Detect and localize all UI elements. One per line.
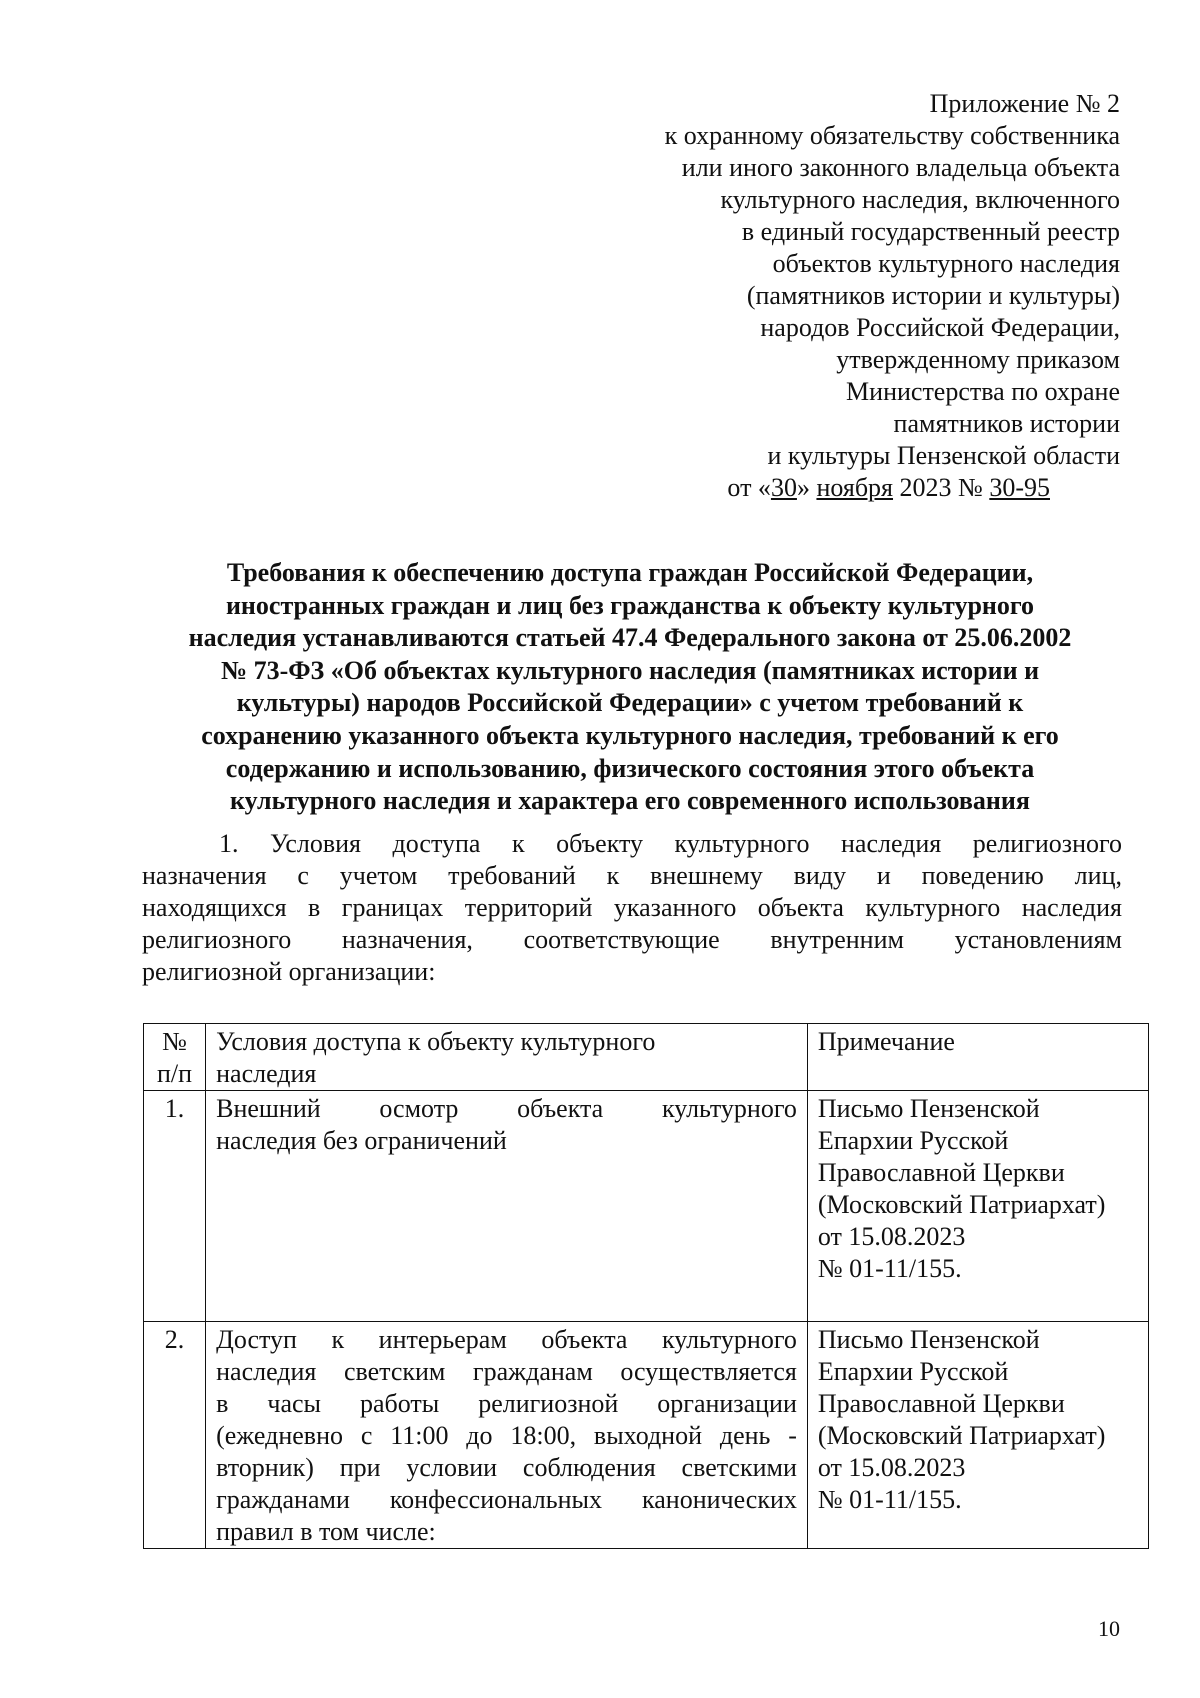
date-month: ноября xyxy=(816,473,894,502)
note-line: № 01-11/155. xyxy=(817,1485,962,1514)
table-row xyxy=(144,1322,1149,1549)
table-header-row xyxy=(144,1024,1149,1091)
paragraph-line: религиозного назначения, соответствующие внутренним установлениям xyxy=(142,925,1122,954)
note-line: Письмо Пензенской xyxy=(817,1094,1040,1123)
conditions-line: правил в том числе: xyxy=(216,1517,436,1546)
heading-line: содержанию и использованию, физического состояния этого объекта xyxy=(225,753,1035,783)
date-year: 2023 № xyxy=(893,473,990,502)
heading-line: наследия устанавливаются статьей 47.4 Федерального закона от 25.06.2002 xyxy=(188,623,1072,653)
appendix-line: в единый государственный реестр xyxy=(741,217,1120,246)
appendix-line: народов Российской Федерации, xyxy=(760,313,1120,342)
date-day: 30 xyxy=(770,473,797,502)
conditions-line: наследия без ограничений xyxy=(216,1126,507,1155)
note-line: (Московский Патриархат) xyxy=(817,1190,1106,1219)
paragraph-1 xyxy=(142,828,1122,988)
appendix-line: памятников истории xyxy=(893,409,1120,438)
note-line: (Московский Патриархат) xyxy=(817,1421,1106,1450)
appendix-line: Министерства по охране xyxy=(846,377,1120,406)
row-num: 1. xyxy=(144,1091,206,1322)
conditions-line: гражданами конфессиональных канонических xyxy=(216,1485,797,1514)
note-line: Письмо Пензенской xyxy=(817,1325,1040,1354)
header-conditions-line: наследия xyxy=(216,1059,317,1088)
table-row xyxy=(144,1091,1149,1322)
appendix-line: к охранному обязательству собственника xyxy=(664,121,1120,150)
conditions-line: Доступ к интерьерам объекта культурного xyxy=(216,1325,797,1354)
order-number: 30-95 xyxy=(989,473,1050,502)
heading-line: сохранению указанного объекта культурного наследия, требований к его xyxy=(201,720,1059,750)
conditions-line: вторник) при условии соблюдения светскими xyxy=(216,1453,797,1482)
appendix-line: и культуры Пензенской области xyxy=(767,441,1120,470)
header-num-line: № xyxy=(162,1027,187,1056)
page-number: 10 xyxy=(1098,1616,1120,1641)
conditions-line: Внешний осмотр объекта культурного xyxy=(216,1094,797,1123)
date-mid: » xyxy=(796,473,817,502)
conditions-line: (ежедневно с 11:00 до 18:00, выходной день - xyxy=(216,1421,797,1450)
paragraph-line: назначения с учетом требований к внешнему виду и поведению лиц, xyxy=(142,861,1122,890)
note-line: № 01-11/155. xyxy=(817,1254,962,1283)
header-num-line: п/п xyxy=(157,1059,193,1088)
appendix-line: (памятников истории и культуры) xyxy=(746,281,1120,310)
paragraph-line: находящихся в границах территорий указанного объекта культурного наследия xyxy=(142,893,1122,922)
row-conditions xyxy=(206,1322,808,1549)
conditions-line: в часы работы религиозной организации xyxy=(216,1389,797,1418)
row-note xyxy=(807,1322,1148,1549)
note-line: от 15.08.2023 xyxy=(817,1222,966,1251)
note-line: Епархии Русской xyxy=(817,1357,1009,1386)
appendix-line: Приложение № 2 xyxy=(929,89,1120,118)
appendix-line: объектов культурного наследия xyxy=(772,249,1120,278)
row-num: 2. xyxy=(144,1322,206,1549)
header-conditions-line: Условия доступа к объекту культурного xyxy=(216,1027,656,1056)
heading-line: Требования к обеспечению доступа граждан Российской Федерации, xyxy=(226,558,1034,587)
appendix-header xyxy=(480,88,1120,504)
appendix-line: утвержденному приказом xyxy=(836,345,1120,374)
note-line: Православной Церкви xyxy=(817,1158,1065,1187)
note-line: Православной Церкви xyxy=(817,1389,1065,1418)
header-conditions xyxy=(206,1024,808,1091)
heading-line: культуры) народов Российской Федерации» с учетом требований к xyxy=(236,688,1024,718)
section-heading xyxy=(150,557,1110,818)
paragraph-line: религиозной организации: xyxy=(142,957,436,986)
paragraph-line: 1. Условия доступа к объекту культурного наследия религиозного xyxy=(219,829,1122,858)
appendix-line: или иного законного владельца объекта xyxy=(681,153,1120,182)
note-line: Епархии Русской xyxy=(817,1126,1009,1155)
heading-line: № 73-ФЗ «Об объектах культурного наследия (памятниках истории и xyxy=(220,655,1040,685)
conditions-line: наследия светским гражданам осуществляется xyxy=(216,1357,797,1386)
row-note xyxy=(807,1091,1148,1322)
row-conditions xyxy=(206,1091,808,1322)
header-note: Примечание xyxy=(807,1024,1148,1091)
heading-line: культурного наследия и характера его современного использования xyxy=(230,786,1030,816)
header-num xyxy=(144,1024,206,1091)
appendix-line: культурного наследия, включенного xyxy=(720,185,1120,214)
date-prefix: от « xyxy=(727,473,771,502)
note-line: от 15.08.2023 xyxy=(817,1453,966,1482)
access-conditions-table xyxy=(143,1023,1149,1549)
order-date-line xyxy=(480,472,1050,504)
heading-line: иностранных граждан и лиц без гражданства к объекту культурного xyxy=(225,590,1035,620)
